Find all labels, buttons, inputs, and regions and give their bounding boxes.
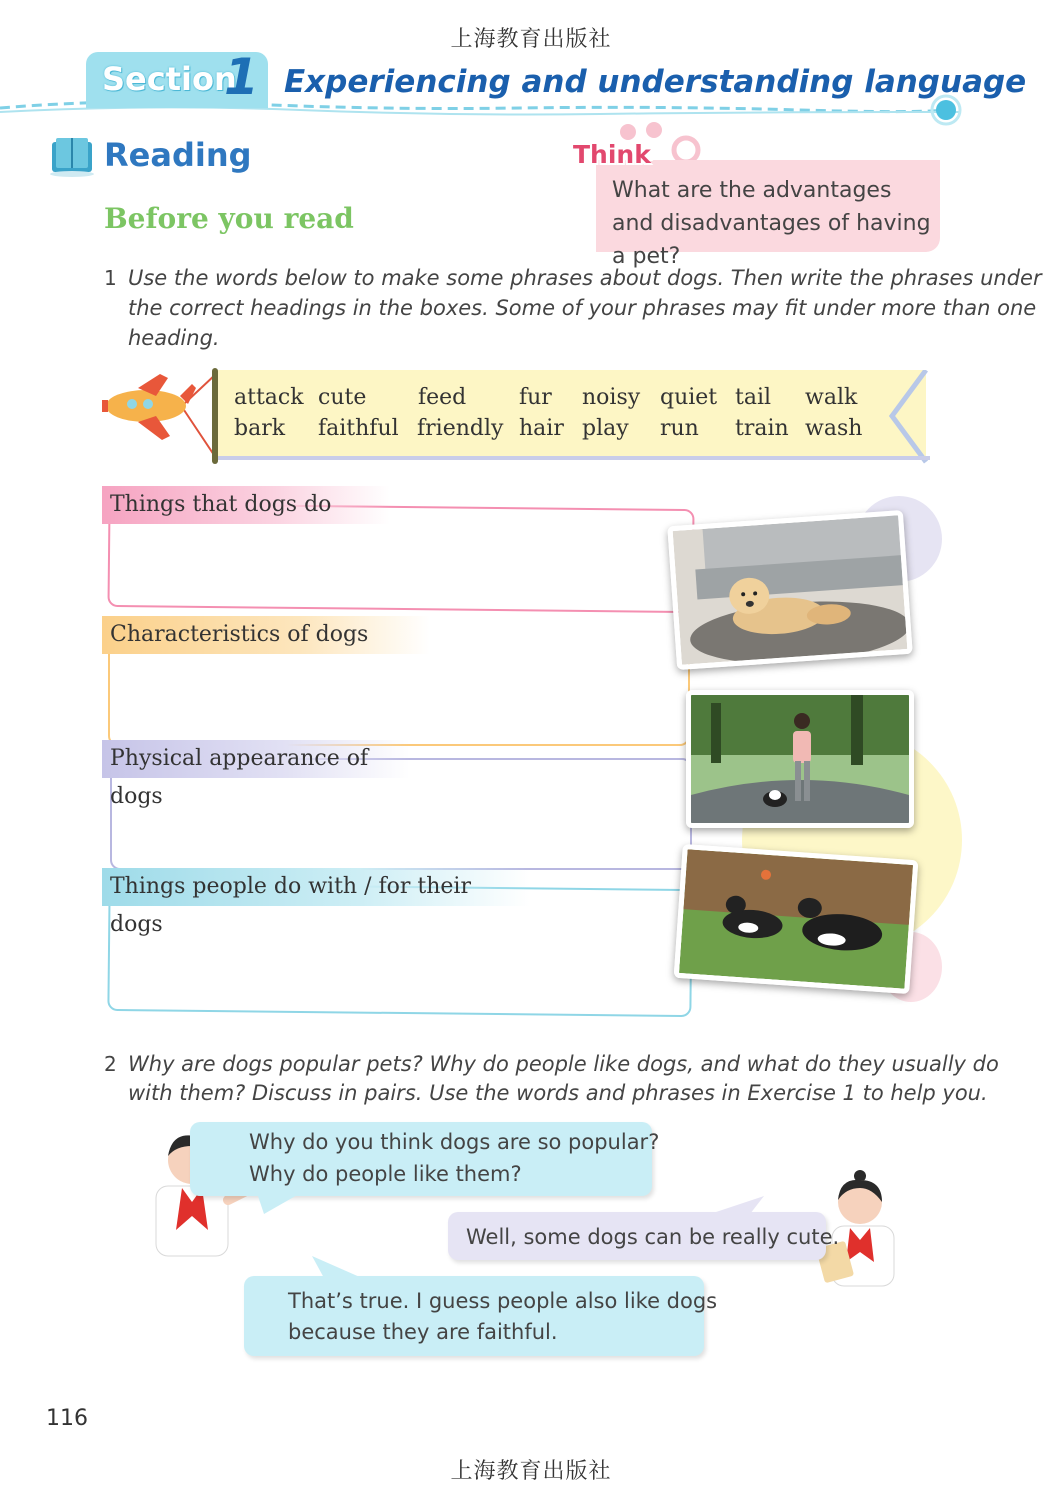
bubble-tail [246,1190,316,1218]
exercise1-number: 1 [104,266,117,290]
word: run [660,416,699,441]
category-label: Things people do with / for their dogs [102,868,530,906]
word-strip-arrow [880,370,936,466]
word: noisy [582,385,641,410]
book-icon [46,136,98,178]
word-strip-shadow [218,456,930,460]
page-number: 116 [46,1406,88,1431]
dialogue-line: Well, some dogs can be really cute. [466,1225,840,1249]
word: bark [234,416,286,441]
dog-lying-illustration [673,515,908,664]
word: cute [318,385,367,410]
word: faithful [318,416,399,441]
publisher-header: 上海教育出版社 [450,27,612,52]
section-number: 1 [224,48,259,106]
bubble-tail [710,1196,770,1216]
word: feed [418,385,467,410]
exercise2-number: 2 [104,1052,117,1076]
exercise2-instruction-line2: with them? Discuss in pairs. Use the words and phrases in Exercise 1 to help you. [128,1081,988,1105]
think-label: Think [573,140,651,169]
word: quiet [660,385,718,410]
word: train [735,416,789,441]
word-strip-bar [212,368,218,464]
category-label: Physical appearance of dogs [102,740,410,778]
category-label: Things that dogs do [102,486,390,524]
word: walk [805,385,858,410]
photo-woman-walking-dog [686,690,914,828]
word: play [582,416,629,441]
bubble-tail [312,1256,372,1280]
word: tail [735,385,772,410]
dogs-playing-illustration [679,849,913,988]
word: hair [519,416,564,441]
dialogue-line: Why do people like them? [249,1162,522,1186]
dialogue-line: because they are faithful. [288,1320,558,1344]
category-label: Characteristics of dogs [102,616,430,654]
word: fur [519,385,552,410]
exercise1-instruction-line3: heading. [128,326,220,350]
exercise1-instruction-line1: Use the words below to make some phrases about dogs. Then write the phrases under [128,266,1042,290]
section-word: Section [102,60,237,98]
think-question: What are the advantages and disadvantages of having a pet? [612,178,931,269]
exercise1-instruction-line2: the correct headings in the boxes. Some of your phrases may fit under more than one [128,296,1037,320]
photo-dog-on-rug [667,510,912,670]
dialogue-line: That’s true. I guess people also like dogs [288,1289,718,1313]
exercise2-instruction-line1: Why are dogs popular pets? Why do people like dogs, and what do they usually do [128,1052,999,1076]
park-walk-illustration [691,695,909,823]
word: attack [234,385,304,410]
word: friendly [417,416,504,441]
section-title: Experiencing and understanding language [284,64,1027,100]
before-you-read-subtitle: Before you read [104,202,354,235]
word-bank-strip [218,370,926,460]
word: wash [805,416,863,441]
reading-title: Reading [104,136,252,174]
photo-dogs-playing [674,844,919,994]
publisher-footer: 上海教育出版社 [450,1459,612,1484]
dialogue-line: Why do you think dogs are so popular? [249,1130,660,1154]
airplane-icon [102,370,222,466]
